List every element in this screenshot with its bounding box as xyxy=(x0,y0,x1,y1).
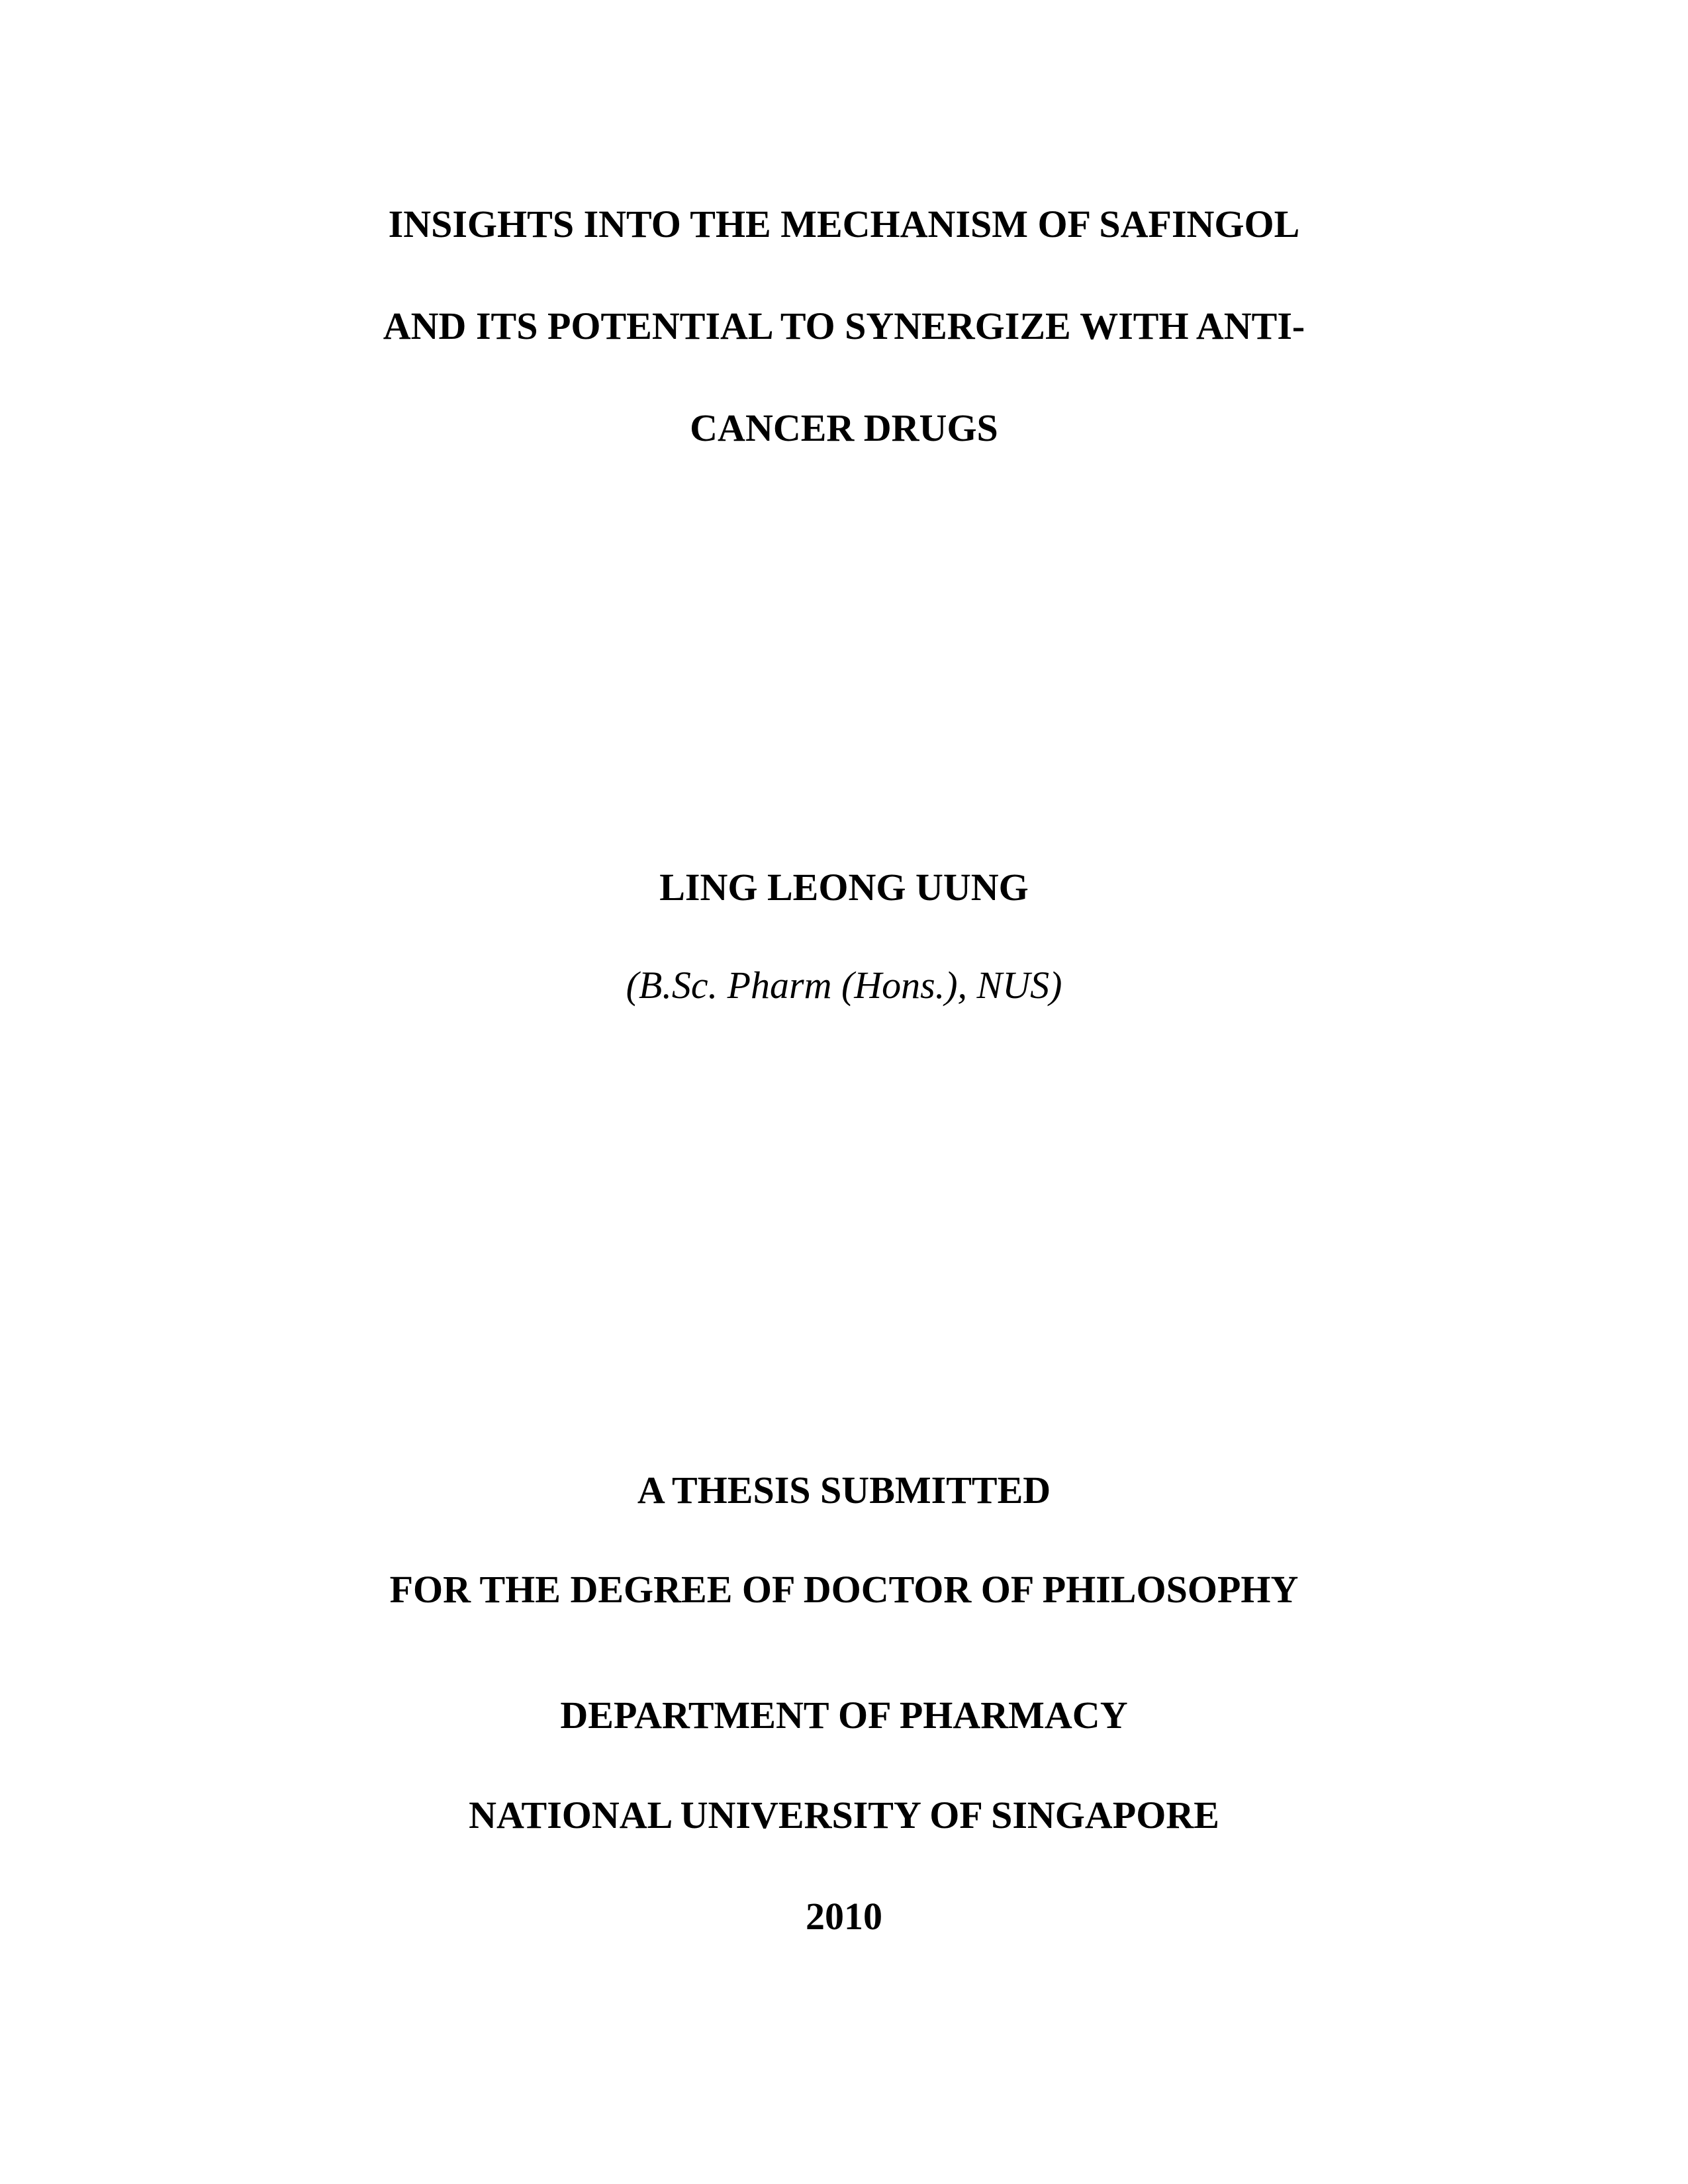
submission-statement: A THESIS SUBMITTED xyxy=(637,1469,1051,1512)
submission-year: 2010 xyxy=(806,1895,882,1938)
university-name: NATIONAL UNIVERSITY OF SINGAPORE xyxy=(469,1794,1219,1837)
author-previous-degree: (B.Sc. Pharm (Hons.), NUS) xyxy=(626,964,1062,1007)
thesis-title-line-1: INSIGHTS INTO THE MECHANISM OF SAFINGOL xyxy=(388,203,1300,246)
thesis-title-line-2: AND ITS POTENTIAL TO SYNERGIZE WITH ANTI- xyxy=(383,304,1305,347)
degree-statement: FOR THE DEGREE OF DOCTOR OF PHILOSOPHY xyxy=(389,1568,1299,1611)
thesis-title-line-3: CANCER DRUGS xyxy=(690,406,998,449)
author-name: LING LEONG UUNG xyxy=(659,866,1029,909)
department-name: DEPARTMENT OF PHARMACY xyxy=(560,1694,1128,1737)
